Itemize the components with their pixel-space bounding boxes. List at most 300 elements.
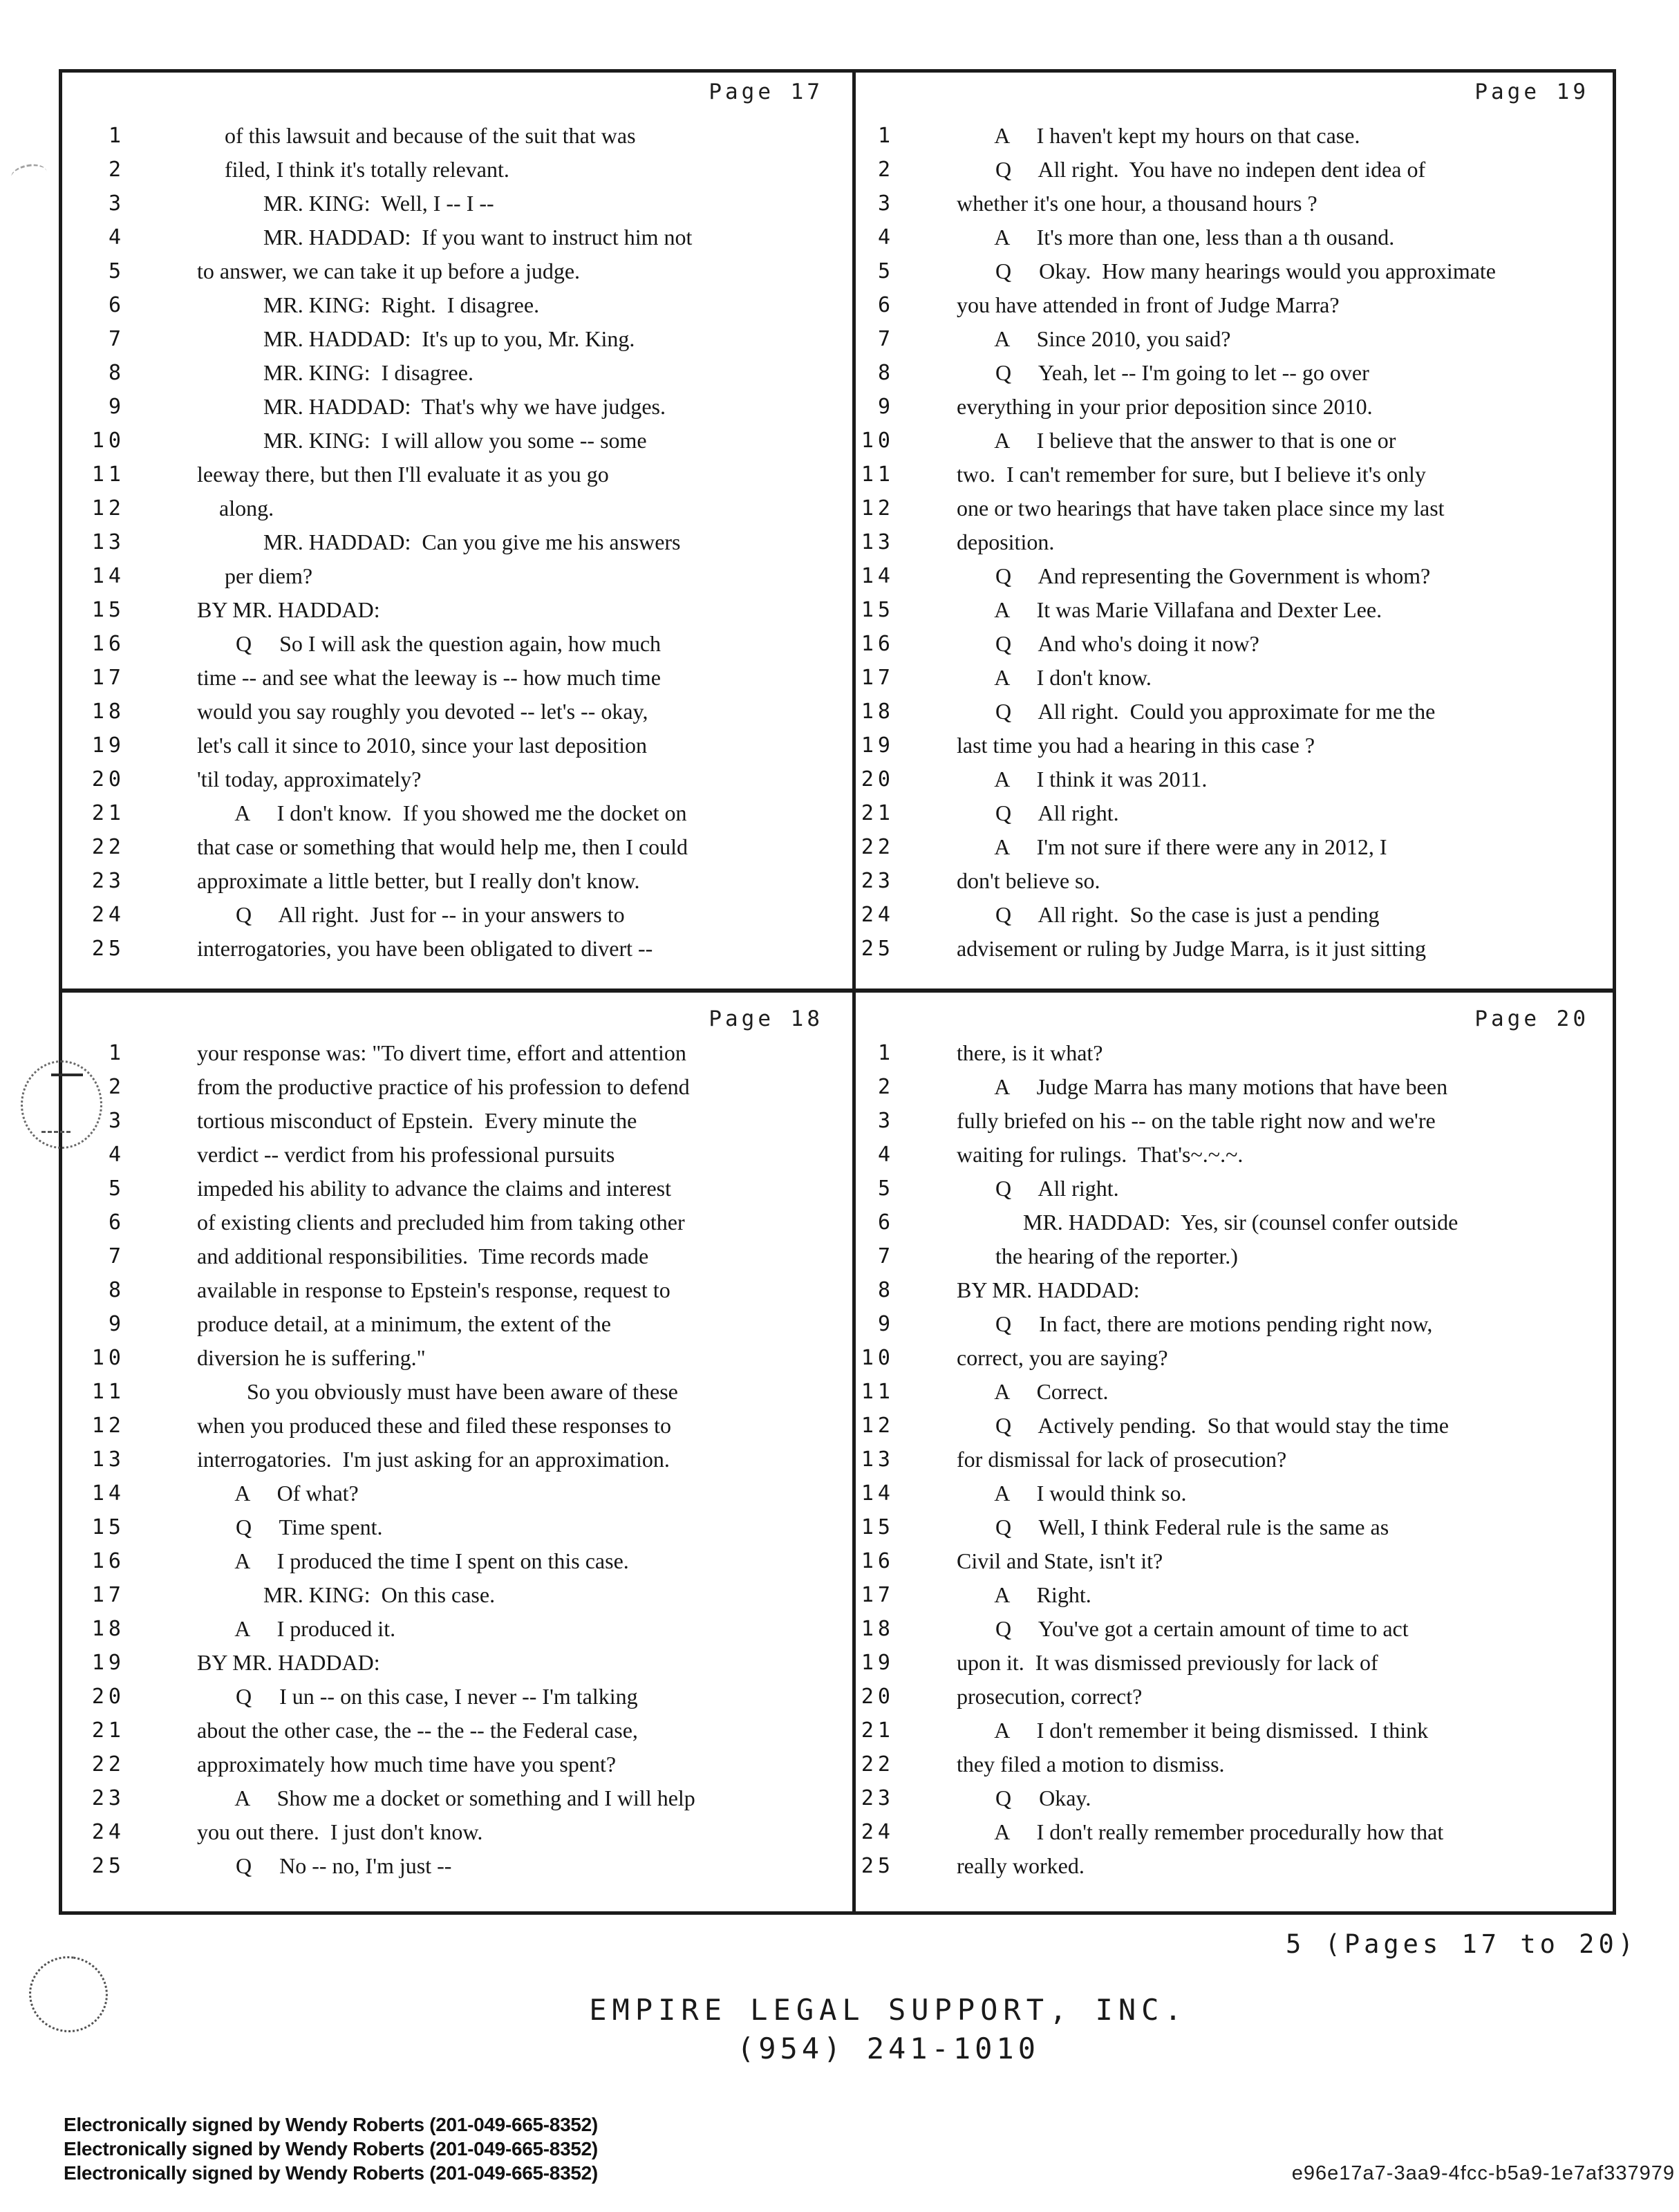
line-number: 11 xyxy=(861,1380,894,1404)
line-text: A I don't know. If you showed me the docket on xyxy=(197,800,687,825)
line-text: MR. KING: Right. I disagree. xyxy=(197,292,540,317)
line-text: one or two hearings that have taken place since my last xyxy=(957,496,1445,521)
line-text: that case or something that would help me, then I could xyxy=(197,834,688,859)
transcript-line xyxy=(856,627,1613,661)
line-text: your response was: "To divert time, effort and attention xyxy=(197,1040,686,1065)
transcript-line xyxy=(62,932,852,966)
line-text: Q Okay. How many hearings would you approximate xyxy=(957,259,1496,283)
transcript-line xyxy=(856,729,1613,762)
line-text: A Show me a docket or something and I will help xyxy=(197,1785,695,1810)
line-number: 10 xyxy=(861,1346,894,1370)
reporting-firm-block xyxy=(118,1992,1659,2067)
line-text: Q All right. So the case is just a pending xyxy=(957,902,1380,927)
line-number: 24 xyxy=(91,1820,125,1844)
transcript-line xyxy=(62,491,852,525)
signature-line: Electronically signed by Wendy Roberts (201-049-665-8352) xyxy=(64,2138,598,2159)
line-number: 20 xyxy=(91,1685,125,1709)
line-text: prosecution, correct? xyxy=(957,1684,1143,1709)
line-number: 12 xyxy=(861,496,894,521)
transcript-line xyxy=(62,322,852,356)
line-number: 7 xyxy=(108,327,125,351)
transcript-line xyxy=(62,424,852,458)
line-text: of this lawsuit and because of the suit that was xyxy=(197,123,636,148)
line-text: Q All right. You have no indepen dent idea of xyxy=(957,157,1426,182)
line-text: Q In fact, there are motions pending right now, xyxy=(957,1311,1433,1336)
line-text: MR. KING: On this case. xyxy=(197,1582,496,1607)
transcript-line xyxy=(62,187,852,221)
line-number: 15 xyxy=(91,1515,125,1539)
line-text: from the productive practice of his profession to defend xyxy=(197,1074,690,1099)
line-number: 14 xyxy=(91,564,125,588)
line-number: 6 xyxy=(108,1210,125,1235)
line-number: 16 xyxy=(861,1549,894,1573)
line-number: 21 xyxy=(91,801,125,825)
line-number: 3 xyxy=(877,1109,894,1133)
line-number: 17 xyxy=(91,1583,125,1607)
transcript-line xyxy=(856,1070,1613,1104)
transcript-line xyxy=(856,762,1613,796)
line-number: 25 xyxy=(91,937,125,961)
transcript-line xyxy=(62,830,852,864)
transcript-line xyxy=(62,1781,852,1815)
scan-artifact-punch-hole xyxy=(24,1951,113,2038)
transcript-line xyxy=(62,559,852,593)
line-text: Q All right. Could you approximate for me the xyxy=(957,699,1436,724)
line-number: 11 xyxy=(91,1380,125,1404)
transcript-line xyxy=(62,898,852,932)
transcript-line xyxy=(62,1138,852,1172)
line-number: 16 xyxy=(91,1549,125,1573)
transcript-line xyxy=(856,187,1613,221)
line-number: 2 xyxy=(108,158,125,182)
transcript-line xyxy=(856,559,1613,593)
transcript-line xyxy=(856,1307,1613,1341)
transcript-line xyxy=(856,1341,1613,1375)
line-text: per diem? xyxy=(197,563,313,588)
line-text: A It was Marie Villafana and Dexter Lee. xyxy=(957,597,1382,622)
transcript-line xyxy=(856,1781,1613,1815)
transcript-line xyxy=(856,1104,1613,1138)
transcript-line xyxy=(62,1815,852,1849)
line-number: 4 xyxy=(877,1143,894,1167)
line-number: 10 xyxy=(91,429,125,453)
transcript-line xyxy=(62,1239,852,1273)
line-number: 17 xyxy=(861,666,894,690)
line-number: 1 xyxy=(108,1041,125,1065)
line-text: MR. KING: Well, I -- I -- xyxy=(197,191,494,216)
line-number: 7 xyxy=(108,1244,125,1268)
line-text: two. I can't remember for sure, but I believe it's only xyxy=(957,462,1426,487)
line-number: 7 xyxy=(877,1244,894,1268)
signature-block xyxy=(64,2112,598,2185)
transcript-line xyxy=(62,864,852,898)
transcript-line xyxy=(62,1341,852,1375)
line-text: Q Time spent. xyxy=(197,1515,383,1539)
line-number: 21 xyxy=(91,1718,125,1743)
transcript-line xyxy=(62,695,852,729)
transcript-line xyxy=(856,1510,1613,1544)
transcript-lines xyxy=(62,119,852,966)
line-number: 4 xyxy=(108,1143,125,1167)
transcript-line xyxy=(62,1646,852,1680)
transcript-line xyxy=(856,1612,1613,1646)
line-text: tortious misconduct of Epstein. Every minute the xyxy=(197,1108,637,1133)
transcript-line xyxy=(856,1375,1613,1409)
line-number: 24 xyxy=(91,903,125,927)
transcript-line xyxy=(856,1747,1613,1781)
line-number: 18 xyxy=(91,1617,125,1641)
line-number: 8 xyxy=(877,361,894,385)
line-text: A I don't remember it being dismissed. I think xyxy=(957,1718,1429,1743)
line-number: 5 xyxy=(877,259,894,283)
line-number: 24 xyxy=(861,903,894,927)
line-number: 21 xyxy=(861,801,894,825)
transcript-line xyxy=(856,1578,1613,1612)
transcript-line xyxy=(62,221,852,254)
line-text: approximately how much time have you spent? xyxy=(197,1752,617,1777)
line-number: 17 xyxy=(861,1583,894,1607)
transcript-line xyxy=(856,1273,1613,1307)
line-text: deposition. xyxy=(957,529,1055,554)
line-text: MR. HADDAD: Can you give me his answers xyxy=(197,529,681,554)
line-text: MR. KING: I disagree. xyxy=(197,360,473,385)
transcript-line xyxy=(856,1680,1613,1714)
line-text: they filed a motion to dismiss. xyxy=(957,1752,1225,1777)
line-number: 15 xyxy=(861,598,894,622)
line-text: A Judge Marra has many motions that have been xyxy=(957,1074,1448,1099)
transcript-line xyxy=(62,1680,852,1714)
line-text: when you produced these and filed these responses to xyxy=(197,1413,672,1438)
line-text: diversion he is suffering." xyxy=(197,1345,426,1370)
line-number: 3 xyxy=(108,191,125,216)
line-number: 4 xyxy=(108,225,125,250)
transcript-line xyxy=(856,796,1613,830)
line-text: Q All right. xyxy=(957,1176,1119,1201)
line-text: interrogatories, you have been obligated to divert -- xyxy=(197,936,653,961)
transcript-line xyxy=(856,254,1613,288)
transcript-line xyxy=(62,593,852,627)
quadrant-page-17 xyxy=(62,73,852,988)
transcript-lines xyxy=(856,119,1613,966)
page-header: Page 17 xyxy=(709,79,823,104)
line-text: you have attended in front of Judge Marra? xyxy=(957,292,1340,317)
transcript-line xyxy=(856,1646,1613,1680)
line-number: 18 xyxy=(91,700,125,724)
line-number: 3 xyxy=(877,191,894,216)
transcript-line xyxy=(62,356,852,390)
line-number: 6 xyxy=(877,1210,894,1235)
transcript-line xyxy=(856,525,1613,559)
line-number: 1 xyxy=(877,1041,894,1065)
transcript-line xyxy=(62,288,852,322)
line-number: 10 xyxy=(91,1346,125,1370)
line-text: would you say roughly you devoted -- let's -- okay, xyxy=(197,699,648,724)
line-number: 22 xyxy=(91,835,125,859)
transcript-line xyxy=(856,1849,1613,1883)
line-number: 23 xyxy=(861,869,894,893)
line-number: 25 xyxy=(861,937,894,961)
page-header: Page 18 xyxy=(709,1006,823,1031)
transcript-line xyxy=(856,356,1613,390)
line-text: along. xyxy=(197,496,274,521)
line-text: available in response to Epstein's response, request to xyxy=(197,1277,670,1302)
transcript-line xyxy=(856,491,1613,525)
transcript-line xyxy=(62,1443,852,1477)
line-text: So you obviously must have been aware of these xyxy=(197,1379,678,1404)
line-number: 9 xyxy=(877,395,894,419)
transcript-line xyxy=(62,627,852,661)
line-number: 20 xyxy=(91,767,125,791)
signature-line: Electronically signed by Wendy Roberts (201-049-665-8352) xyxy=(64,2162,598,2184)
line-text: everything in your prior deposition since 2010. xyxy=(957,394,1373,419)
line-number: 13 xyxy=(91,530,125,554)
line-text: Q No -- no, I'm just -- xyxy=(197,1853,452,1878)
page-range-summary: 5 (Pages 17 to 20) xyxy=(1286,1929,1638,1959)
transcript-line xyxy=(856,661,1613,695)
line-number: 9 xyxy=(108,1312,125,1336)
line-text: A Correct. xyxy=(957,1379,1109,1404)
transcript-line xyxy=(856,695,1613,729)
line-number: 17 xyxy=(91,666,125,690)
transcript-line xyxy=(62,1477,852,1510)
line-number: 20 xyxy=(861,1685,894,1709)
line-number: 11 xyxy=(861,462,894,487)
line-number: 2 xyxy=(877,158,894,182)
signature-line: Electronically signed by Wendy Roberts (201-049-665-8352) xyxy=(64,2114,598,2135)
line-text: A I would think so. xyxy=(957,1481,1187,1506)
line-number: 2 xyxy=(877,1075,894,1099)
line-text: A I believe that the answer to that is one or xyxy=(957,428,1396,453)
transcript-line xyxy=(62,1747,852,1781)
line-text: Q Actively pending. So that would stay the time xyxy=(957,1413,1449,1438)
transcript-line xyxy=(856,1138,1613,1172)
line-number: 4 xyxy=(877,225,894,250)
quadrant-page-20 xyxy=(856,993,1613,1911)
transcript-line xyxy=(62,1070,852,1104)
transcript-line xyxy=(62,1307,852,1341)
line-number: 6 xyxy=(877,293,894,317)
transcript-line xyxy=(856,932,1613,966)
transcript-line xyxy=(856,830,1613,864)
line-text: verdict -- verdict from his professional pursuits xyxy=(197,1142,615,1167)
line-number: 15 xyxy=(91,598,125,622)
line-text: impeded his ability to advance the claims and interest xyxy=(197,1176,672,1201)
transcript-line xyxy=(856,1239,1613,1273)
transcript-line xyxy=(856,390,1613,424)
line-text: upon it. It was dismissed previously for lack of xyxy=(957,1650,1378,1675)
line-number: 19 xyxy=(91,1651,125,1675)
page-header: Page 19 xyxy=(1474,79,1589,104)
line-number: 8 xyxy=(877,1278,894,1302)
line-number: 14 xyxy=(861,1481,894,1506)
line-number: 7 xyxy=(877,327,894,351)
transcript-line xyxy=(62,1578,852,1612)
line-text: Q All right. Just for -- in your answers to xyxy=(197,902,625,927)
line-number: 18 xyxy=(861,700,894,724)
line-number: 12 xyxy=(91,496,125,521)
line-number: 10 xyxy=(861,429,894,453)
transcript-line xyxy=(856,864,1613,898)
line-number: 22 xyxy=(861,835,894,859)
line-number: 2 xyxy=(108,1075,125,1099)
line-text: Q And representing the Government is whom? xyxy=(957,563,1431,588)
line-text: MR. HADDAD: It's up to you, Mr. King. xyxy=(197,326,635,351)
line-number: 16 xyxy=(91,632,125,656)
line-text: Q You've got a certain amount of time to act xyxy=(957,1616,1409,1641)
line-number: 16 xyxy=(861,632,894,656)
line-number: 24 xyxy=(861,1820,894,1844)
line-text: about the other case, the -- the -- the Federal case, xyxy=(197,1718,638,1743)
line-text: A I don't know. xyxy=(957,665,1152,690)
line-text: of existing clients and precluded him from taking other xyxy=(197,1210,685,1235)
transcript-line xyxy=(62,1544,852,1578)
line-number: 15 xyxy=(861,1515,894,1539)
line-number: 5 xyxy=(108,259,125,283)
transcript-line xyxy=(62,1375,852,1409)
transcript-line xyxy=(62,1714,852,1747)
transcript-grid xyxy=(59,69,1616,1915)
line-text: A It's more than one, less than a th ousand. xyxy=(957,225,1395,250)
line-text: 'til today, approximately? xyxy=(197,767,422,791)
transcript-line xyxy=(856,898,1613,932)
line-text: there, is it what? xyxy=(957,1040,1103,1065)
line-text: MR. HADDAD: That's why we have judges. xyxy=(197,394,666,419)
line-number: 23 xyxy=(861,1786,894,1810)
transcript-line xyxy=(856,322,1613,356)
transcript-line xyxy=(62,1172,852,1206)
line-text: correct, you are saying? xyxy=(957,1345,1168,1370)
line-text: A Since 2010, you said? xyxy=(957,326,1231,351)
line-number: 19 xyxy=(861,733,894,758)
transcript-line xyxy=(856,1477,1613,1510)
line-number: 8 xyxy=(108,361,125,385)
line-text: A I produced the time I spent on this case. xyxy=(197,1548,629,1573)
transcript-line xyxy=(62,796,852,830)
line-text: BY MR. HADDAD: xyxy=(957,1277,1140,1302)
line-number: 1 xyxy=(108,124,125,148)
line-text: MR. HADDAD: If you want to instruct him not xyxy=(197,225,693,250)
line-text: MR. KING: I will allow you some -- some xyxy=(197,428,647,453)
line-number: 14 xyxy=(91,1481,125,1506)
transcript-line xyxy=(856,458,1613,491)
line-number: 13 xyxy=(861,1447,894,1472)
line-text: for dismissal for lack of prosecution? xyxy=(957,1447,1287,1472)
line-text: Q And who's doing it now? xyxy=(957,631,1259,656)
line-text: approximate a little better, but I really don't know. xyxy=(197,868,640,893)
transcript-line xyxy=(856,424,1613,458)
line-text: produce detail, at a minimum, the extent of the xyxy=(197,1311,611,1336)
line-number: 6 xyxy=(108,293,125,317)
line-number: 5 xyxy=(108,1177,125,1201)
quadrant-page-19 xyxy=(856,73,1613,988)
line-text: whether it's one hour, a thousand hours ? xyxy=(957,191,1317,216)
line-number: 22 xyxy=(91,1752,125,1777)
line-text: Civil and State, isn't it? xyxy=(957,1548,1163,1573)
line-number: 12 xyxy=(861,1414,894,1438)
line-text: waiting for rulings. That's~.~.~. xyxy=(957,1142,1244,1167)
transcript-line xyxy=(856,1409,1613,1443)
line-number: 11 xyxy=(91,462,125,487)
scan-artifact-arc xyxy=(10,162,48,188)
company-name: EMPIRE LEGAL SUPPORT, INC. xyxy=(589,1993,1188,2027)
line-text: the hearing of the reporter.) xyxy=(957,1244,1238,1268)
transcript-line xyxy=(856,288,1613,322)
line-text: Q So I will ask the question again, how much xyxy=(197,631,662,656)
transcript-line xyxy=(856,1815,1613,1849)
line-text: really worked. xyxy=(957,1853,1085,1878)
line-text: filed, I think it's totally relevant. xyxy=(197,157,509,182)
line-text: A I think it was 2011. xyxy=(957,767,1208,791)
line-number: 25 xyxy=(861,1854,894,1878)
transcript-line xyxy=(856,1544,1613,1578)
transcript-line xyxy=(62,1104,852,1138)
line-text: you out there. I just don't know. xyxy=(197,1819,483,1844)
line-number: 13 xyxy=(91,1447,125,1472)
transcript-line xyxy=(856,119,1613,153)
line-text: leeway there, but then I'll evaluate it as you go xyxy=(197,462,609,487)
transcript-line xyxy=(856,153,1613,187)
line-number: 19 xyxy=(91,733,125,758)
page-header: Page 20 xyxy=(1474,1006,1589,1031)
line-text: Q Well, I think Federal rule is the same as xyxy=(957,1515,1389,1539)
line-text: Q Yeah, let -- I'm going to let -- go over xyxy=(957,360,1369,385)
transcript-line xyxy=(62,661,852,695)
line-text: A I don't really remember procedurally how that xyxy=(957,1819,1444,1844)
line-text: A I produced it. xyxy=(197,1616,396,1641)
document-hash: e96e17a7-3aa9-4fcc-b5a9-1e7af337979 xyxy=(1291,2162,1675,2184)
line-number: 19 xyxy=(861,1651,894,1675)
line-number: 1 xyxy=(877,124,894,148)
line-text: time -- and see what the leeway is -- how much time xyxy=(197,665,661,690)
transcript-line xyxy=(856,221,1613,254)
transcript-line xyxy=(856,1714,1613,1747)
transcript-line xyxy=(62,1849,852,1883)
transcript-line xyxy=(62,458,852,491)
line-number: 14 xyxy=(861,564,894,588)
quadrant-page-18 xyxy=(62,993,852,1911)
line-text: A I'm not sure if there were any in 2012, I xyxy=(957,834,1387,859)
transcript-line xyxy=(62,729,852,762)
line-number: 8 xyxy=(108,1278,125,1302)
line-text: to answer, we can take it up before a judge. xyxy=(197,259,581,283)
transcript-line xyxy=(62,1206,852,1239)
line-text: and additional responsibilities. Time records made xyxy=(197,1244,649,1268)
line-number: 23 xyxy=(91,1786,125,1810)
line-text: Q Okay. xyxy=(957,1785,1091,1810)
line-text: BY MR. HADDAD: xyxy=(197,1650,380,1675)
line-text: let's call it since to 2010, since your last deposition xyxy=(197,733,647,758)
transcript-line xyxy=(856,1206,1613,1239)
transcript-line xyxy=(856,593,1613,627)
line-text: don't believe so. xyxy=(957,868,1100,893)
transcript-line xyxy=(62,762,852,796)
line-text: advisement or ruling by Judge Marra, is it just sitting xyxy=(957,936,1427,961)
transcript-line xyxy=(62,390,852,424)
line-text: BY MR. HADDAD: xyxy=(197,597,380,622)
transcript-lines xyxy=(62,1036,852,1883)
transcript-line xyxy=(62,1510,852,1544)
line-text: fully briefed on his -- on the table right now and we're xyxy=(957,1108,1436,1133)
line-number: 18 xyxy=(861,1617,894,1641)
transcript-line xyxy=(62,1612,852,1646)
transcript-line xyxy=(62,1273,852,1307)
line-text: A Of what? xyxy=(197,1481,359,1506)
transcript-lines xyxy=(856,1036,1613,1883)
line-text: last time you had a hearing in this case ? xyxy=(957,733,1315,758)
line-number: 9 xyxy=(108,395,125,419)
line-text: interrogatories. I'm just asking for an approximation. xyxy=(197,1447,670,1472)
transcript-line xyxy=(62,254,852,288)
